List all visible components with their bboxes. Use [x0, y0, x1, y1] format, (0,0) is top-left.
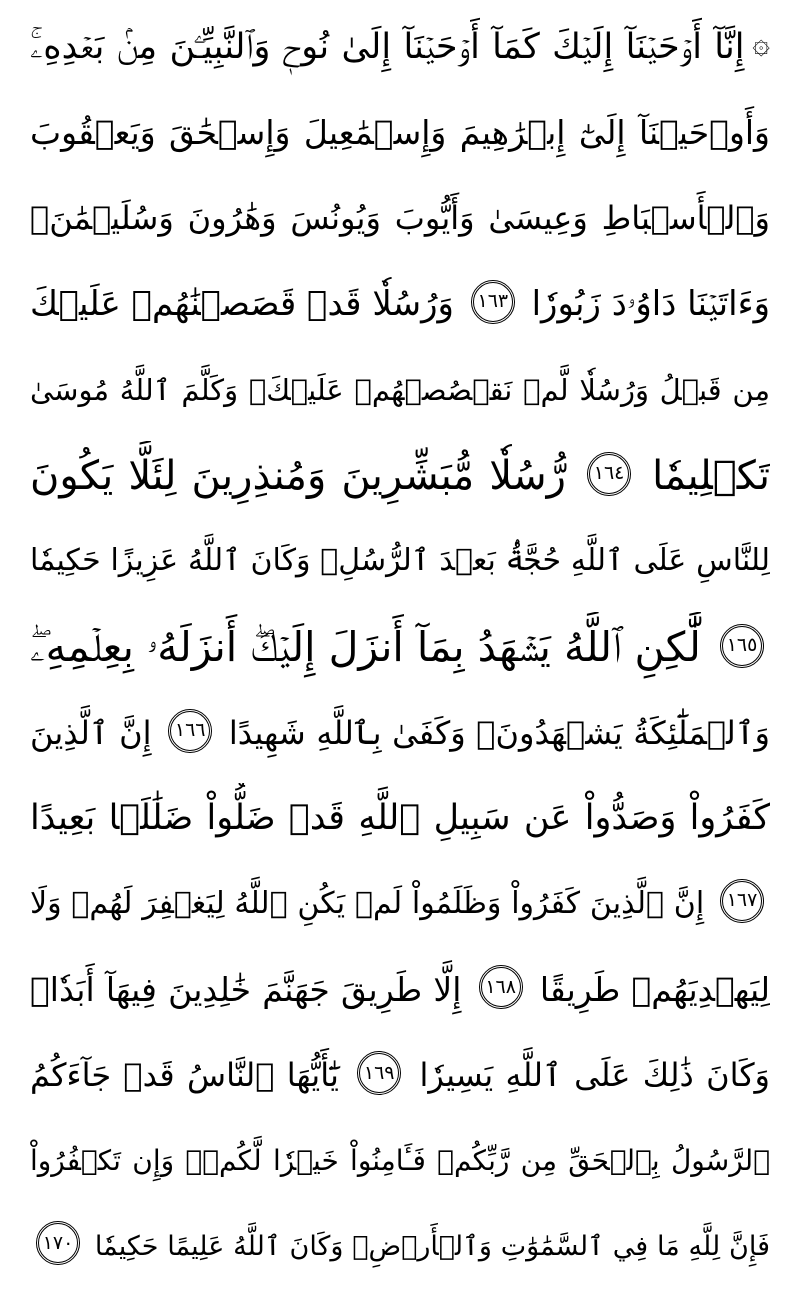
verse-text: لِلنَّاسِ عَلَى ٱللَّهِ حُجَّةُۢ بَعۡدَ ٱلرُّسُلِۚ وَكَانَ ٱللَّهُ عَزِيزًا حَكِيمٗا: [30, 543, 770, 579]
verse-text: وَٱلۡأَسۡبَاطِ وَعِيسَىٰ وَأَيُّوبَ وَيُونُسَ وَهَٰرُونَ وَسُلَيۡمَٰنَۚ: [30, 199, 770, 238]
verse-line: [30, 869, 770, 939]
verse-line: [30, 526, 770, 596]
verse-text: يَٰٓأَيُّهَا ٱلنَّاسُ قَدۡ جَآءَكُمُ: [30, 1056, 339, 1095]
verse-text: وَأَوۡحَيۡنَآ إِلَىٰٓ إِبۡرَٰهِيمَ وَإِسۡمَٰعِيلَ وَإِسۡحَٰقَ وَيَعۡقُوبَ: [30, 112, 770, 152]
verse-text: وَءَاتَيۡنَا دَاوُۥدَ زَبُورٗا: [531, 284, 770, 325]
verse-text: وَرُسُلٗا قَدۡ قَصَصۡنَٰهُمۡ عَلَيۡكَ: [30, 284, 454, 325]
verse-text: تَكۡلِيمٗا: [652, 452, 770, 499]
ayah-number-marker: ١٦٨: [479, 965, 523, 1009]
ayah-number-marker: ١٦٧: [720, 879, 764, 923]
verse-text: لِيَهۡدِيَهُمۡ طَرِيقًا: [539, 969, 770, 1009]
ayah-number-marker: ١٦٤: [587, 452, 631, 496]
verse-line: [30, 783, 770, 853]
verse-text: إِلَّا طَرِيقَ جَهَنَّمَ خَٰلِدِينَ فِيهَآ أَبَدٗاۚ: [30, 969, 462, 1009]
ayah-number-marker: ١٧٠: [36, 1221, 80, 1265]
verse-line: [30, 441, 770, 511]
verse-line: [30, 612, 770, 682]
verse-text: وَكَانَ ذَٰلِكَ عَلَى ٱللَّهِ يَسِيرٗا: [419, 1056, 770, 1095]
ayah-number-marker: ١٦٥: [720, 624, 764, 668]
ayah-number-marker: ١٦٣: [471, 280, 515, 324]
verse-line: [30, 1040, 770, 1110]
verse-text: إِنَّآ أَوۡحَيۡنَآ إِلَيۡكَ كَمَآ أَوۡحَيۡنَآ إِلَىٰ نُوحٖ وَٱلنَّبِيِّـۧنَ مِنۢ بَعۡدِهِۦۚ: [30, 27, 745, 67]
verse-line: [30, 12, 770, 82]
ayah-number-marker: ١٦٦: [168, 709, 212, 753]
verse-text: ٱلرَّسُولُ بِٱلۡحَقِّ مِن رَّبِّكُمۡ فَـَٔامِنُواْ خَيۡرٗا لَّكُمۡۚ وَإِن تَكۡفُرُواْ: [30, 1144, 770, 1178]
verse-text: وَٱلۡمَلَٰٓئِكَةُ يَشۡهَدُونَۚ وَكَفَىٰ بِٱللَّهِ شَهِيدًا: [228, 713, 770, 752]
verse-text: رُّسُلٗا مُّبَشِّرِينَ وَمُنذِرِينَ لِئَلَّا يَكُونَ: [30, 452, 566, 499]
verse-lines: [30, 12, 770, 1282]
verse-text: إِنَّ ٱلَّذِينَ: [30, 713, 152, 752]
verse-text: مِن قَبۡلُ وَرُسُلٗا لَّمۡ نَقۡصُصۡهُمۡ عَلَيۡكَۚ وَكَلَّمَ ٱللَّهُ مُوسَىٰ: [30, 372, 770, 407]
verse-line: [30, 355, 770, 425]
verse-text: فَإِنَّ لِلَّهِ مَا فِي ٱلسَّمَٰوَٰتِ وَٱلۡأَرۡضِۚ وَكَانَ ٱللَّهُ عَلِيمًا حَكِيمٗا: [94, 1230, 770, 1262]
verse-text: إِنَّ ٱلَّذِينَ كَفَرُواْ وَظَلَمُواْ لَمۡ يَكُنِ ٱللَّهُ لِيَغۡفِرَ لَهُمۡ وَلَا: [30, 886, 705, 922]
ayah-number-marker: ١٦٩: [357, 1051, 401, 1095]
verse-line: [30, 1126, 770, 1196]
verse-line: [30, 698, 770, 768]
verse-text: كَفَرُواْ وَصَدُّواْ عَن سَبِيلِ ٱللَّهِ قَدۡ ضَلُّواْ ضَلَٰلَۢا بَعِيدًا: [30, 798, 770, 839]
verse-text: لَّٰكِنِ ٱللَّهُ يَشۡهَدُ بِمَآ أَنزَلَ إِلَيۡكَۖ أَنزَلَهُۥ بِعِلۡمِهِۦۖ: [30, 622, 701, 671]
verse-line: [30, 1212, 770, 1282]
verse-line: [30, 269, 770, 339]
verse-line: [30, 183, 770, 253]
verse-line: [30, 955, 770, 1025]
rub-el-hizb-icon: ۞: [752, 26, 770, 61]
verse-line: [30, 98, 770, 168]
